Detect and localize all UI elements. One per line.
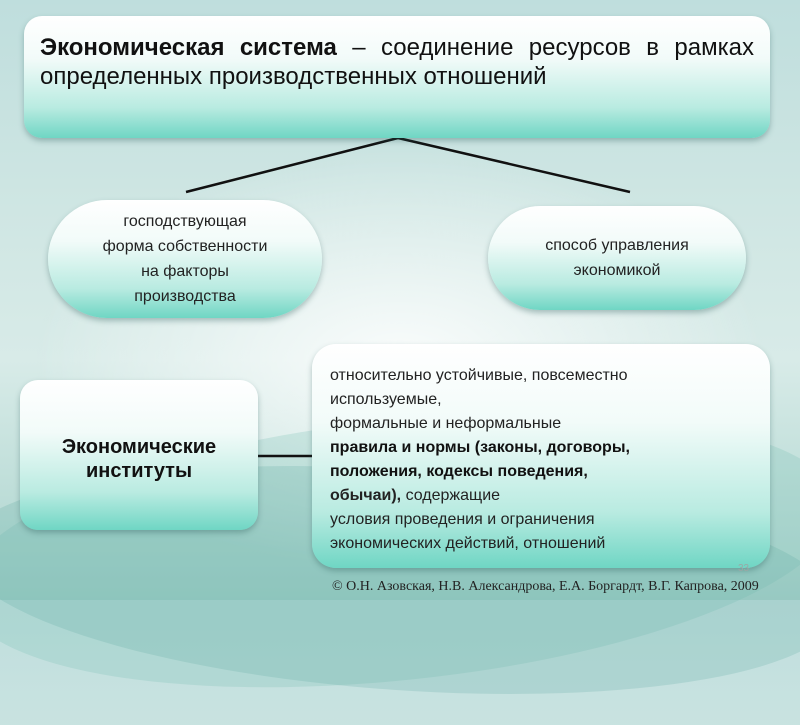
description-line: формальные и неформальные (330, 415, 562, 432)
economic-institutes-box (20, 380, 258, 530)
copyright-footer: © О.Н. Азовская, Н.В. Александрова, Е.А. Боргардт, В.Г. Капрова, 2009 (332, 579, 759, 594)
description-line: условия проведения и ограничения (330, 511, 595, 528)
description-tail-part: содержащие (401, 487, 501, 504)
description-line: положения, кодексы поведения, (330, 463, 588, 480)
management-method-oval (488, 206, 746, 310)
oval-line: форма собственности (102, 238, 268, 255)
ownership-form-oval (48, 200, 322, 318)
oval-line: господствующая (123, 213, 247, 230)
oval-line: экономикой (573, 262, 661, 279)
connector-line-left (186, 138, 398, 192)
ownership-form-text (103, 209, 268, 309)
connector-line-right (398, 138, 630, 192)
definition-rest: – соединение ресурсов в рамках определенных производственных отношений (40, 34, 755, 90)
economic-institutes-label (62, 427, 216, 483)
oval-line: на факторы (141, 263, 229, 280)
definition-text (40, 33, 754, 91)
institutes-line: институты (85, 460, 193, 482)
oval-line: производства (134, 288, 236, 305)
description-bold-part: обычаи), (330, 487, 402, 504)
term-economic-system: Экономическая система (40, 34, 337, 61)
oval-line: способ управления (545, 237, 689, 254)
institutes-line: Экономические (61, 436, 217, 458)
definition-box (24, 16, 770, 138)
description-line: правила и нормы (законы, договоры, (330, 439, 630, 456)
management-method-text (545, 233, 689, 283)
page-number: 33 (738, 563, 750, 574)
description-line (330, 484, 752, 508)
description-line: экономических действий, отношений (330, 535, 606, 552)
institutes-description-box (312, 344, 770, 568)
description-line: используемые, (330, 391, 442, 408)
description-line: относительно устойчивые, повсеместно (330, 367, 628, 384)
